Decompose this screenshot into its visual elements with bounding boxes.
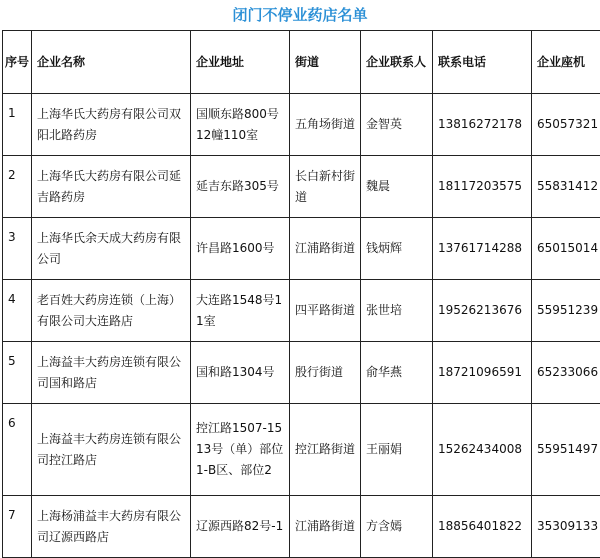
cell-address: 控江路1507-1513号（单）部位1-B区、部位2: [191, 404, 290, 496]
cell-phone: 15262434008: [433, 404, 532, 496]
cell-phone: 13816272178: [433, 94, 532, 156]
cell-street: 四平路街道: [290, 280, 361, 342]
cell-landline: 55951497: [532, 404, 600, 496]
cell-name: 上海杨浦益丰大药房有限公司辽源西路店: [32, 496, 191, 558]
header-phone: 联系电话: [433, 31, 532, 94]
table-row: [3, 156, 600, 218]
cell-street: 殷行街道: [290, 342, 361, 404]
header-row: [3, 31, 600, 94]
table-row: [3, 280, 600, 342]
page-title: 闭门不停业药店名单: [0, 0, 600, 30]
cell-name: 上海益丰大药房连锁有限公司控江路店: [32, 404, 191, 496]
cell-address: 国顺东路800号12幢110室: [191, 94, 290, 156]
cell-phone: 18721096591: [433, 342, 532, 404]
cell-no: 4: [3, 280, 32, 342]
cell-contact: 方含嫣: [361, 496, 433, 558]
header-street: 街道: [290, 31, 361, 94]
cell-name: 上海华氏大药房有限公司双阳北路药房: [32, 94, 191, 156]
cell-address: 延吉东路305号: [191, 156, 290, 218]
cell-phone: 18117203575: [433, 156, 532, 218]
table-row: [3, 496, 600, 558]
cell-phone: 19526213676: [433, 280, 532, 342]
cell-contact: 魏晨: [361, 156, 433, 218]
cell-address: 许昌路1600号: [191, 218, 290, 280]
cell-contact: 王丽娟: [361, 404, 433, 496]
table-row: [3, 404, 600, 496]
cell-contact: 张世培: [361, 280, 433, 342]
pharmacy-table: [2, 30, 600, 558]
cell-landline: 65015014: [532, 218, 600, 280]
cell-address: 国和路1304号: [191, 342, 290, 404]
cell-contact: 金智英: [361, 94, 433, 156]
cell-landline: 65057321: [532, 94, 600, 156]
cell-street: 长白新村街道: [290, 156, 361, 218]
header-no: 序号: [3, 31, 32, 94]
cell-phone: 13761714288: [433, 218, 532, 280]
cell-name: 上海华氏余天成大药房有限公司: [32, 218, 191, 280]
table-row: [3, 342, 600, 404]
cell-no: 6: [3, 404, 32, 496]
cell-landline: 35309133: [532, 496, 600, 558]
header-contact: 企业联系人: [361, 31, 433, 94]
cell-name: 上海益丰大药房连锁有限公司国和路店: [32, 342, 191, 404]
cell-contact: 俞华燕: [361, 342, 433, 404]
cell-landline: 65233066: [532, 342, 600, 404]
cell-street: 五角场街道: [290, 94, 361, 156]
header-landline: 企业座机: [532, 31, 600, 94]
cell-landline: 55831412: [532, 156, 600, 218]
header-address: 企业地址: [191, 31, 290, 94]
table-row: [3, 218, 600, 280]
cell-street: 控江路街道: [290, 404, 361, 496]
cell-contact: 钱炳辉: [361, 218, 433, 280]
cell-no: 5: [3, 342, 32, 404]
cell-phone: 18856401822: [433, 496, 532, 558]
cell-no: 7: [3, 496, 32, 558]
cell-no: 1: [3, 94, 32, 156]
cell-no: 2: [3, 156, 32, 218]
cell-name: 上海华氏大药房有限公司延吉路药房: [32, 156, 191, 218]
cell-no: 3: [3, 218, 32, 280]
cell-address: 辽源西路82号-1: [191, 496, 290, 558]
cell-address: 大连路1548号11室: [191, 280, 290, 342]
cell-street: 江浦路街道: [290, 496, 361, 558]
table-row: [3, 94, 600, 156]
header-name: 企业名称: [32, 31, 191, 94]
cell-street: 江浦路街道: [290, 218, 361, 280]
cell-name: 老百姓大药房连锁（上海）有限公司大连路店: [32, 280, 191, 342]
cell-landline: 55951239: [532, 280, 600, 342]
